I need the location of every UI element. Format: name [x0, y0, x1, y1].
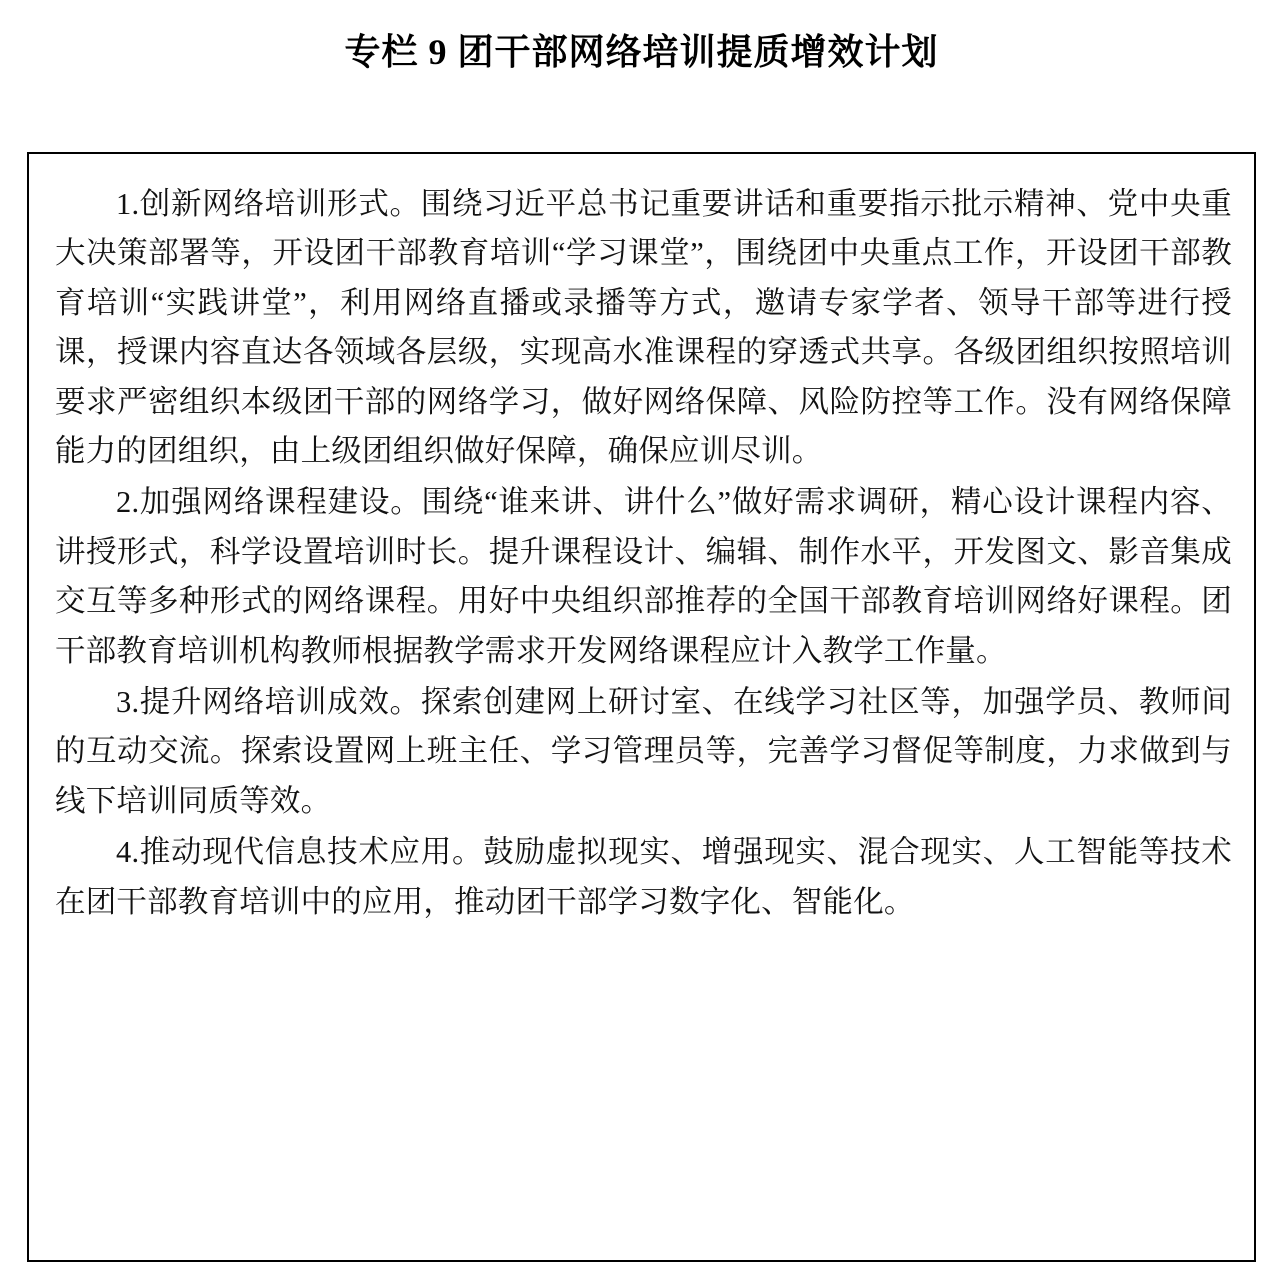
paragraph-4: 4.推动现代信息技术应用。鼓励虚拟现实、增强现实、混合现实、人工智能等技术在团干部教育培训中的应用，推动团干部学习数字化、智能化。: [55, 835, 1232, 919]
document-page: [0, 28, 1283, 1288]
content-box: [27, 152, 1256, 1262]
paragraph-1: 1.创新网络培训形式。围绕习近平总书记重要讲话和重要指示批示精神、党中央重大决策部署等，开设团干部教育培训“学习课堂”，围绕团中央重点工作，开设团干部教育培训“实践讲堂”，利用网络直播或录播等方式，邀请专家学者、领导干部等进行授课，授课内容直达各领域各层级，实现高水准课程的穿透式共享。各级团组织按照培训要求严密组织本级团干部的网络学习，做好网络保障、风险防控等工作。没有网络保障能力的团组织，由上级团组织做好保障，确保应训尽训。: [55, 187, 1232, 469]
paragraph-2: 2.加强网络课程建设。围绕“谁来讲、讲什么”做好需求调研，精心设计课程内容、讲授形式，科学设置培训时长。提升课程设计、编辑、制作水平，开发图文、影音集成交互等多种形式的网络课程。用好中央组织部推荐的全国干部教育培训网络好课程。团干部教育培训机构教师根据教学需求开发网络课程应计入教学工作量。: [55, 485, 1232, 668]
paragraph-3: 3.提升网络培训成效。探索创建网上研讨室、在线学习社区等，加强学员、教师间的互动交流。探索设置网上班主任、学习管理员等，完善学习督促等制度，力求做到与线下培训同质等效。: [55, 685, 1232, 818]
page-title: 专栏 9 团干部网络培训提质增效计划: [344, 32, 939, 72]
